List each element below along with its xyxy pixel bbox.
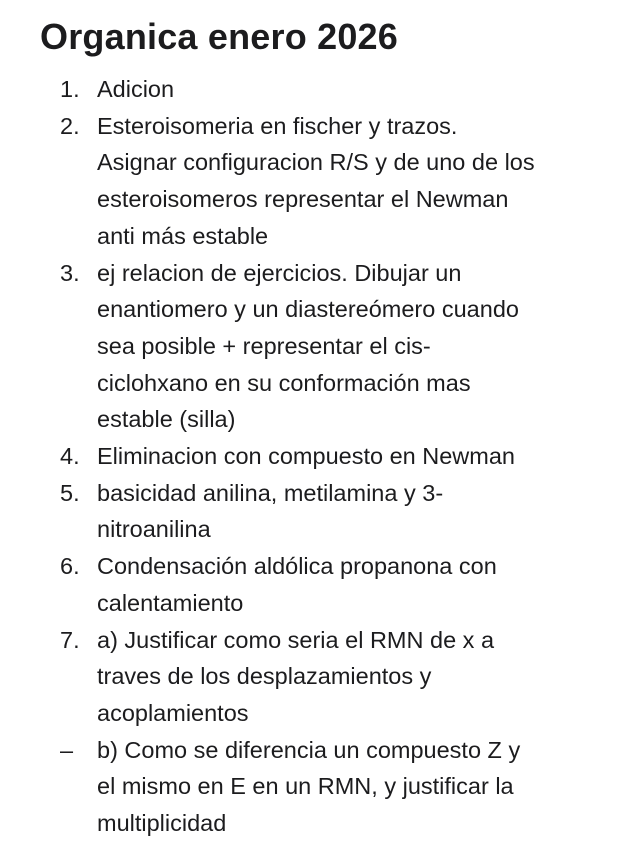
list-item-text: anti más estable xyxy=(97,222,269,249)
list-item-text: traves de los desplazamientos y xyxy=(97,663,432,690)
list-item-text: calentamiento xyxy=(97,589,244,616)
list-item-7[interactable] xyxy=(0,622,627,732)
list-item-text: enantiomero y un diastereómero cuando xyxy=(97,296,519,323)
list-item-text: Condensación aldólica propanona con xyxy=(97,553,497,580)
note-title[interactable]: Organica enero 2026 xyxy=(40,16,398,57)
list-item-text: nitroanilina xyxy=(97,516,211,543)
list-item-text: Adicion xyxy=(97,76,175,102)
list-item-text: esteroisomeros representar el Newman xyxy=(97,186,509,213)
list-item-text: acoplamientos xyxy=(97,699,249,726)
numbered-list xyxy=(0,71,627,842)
list-item-text: a) Justificar como seria el RMN de x a xyxy=(97,626,495,653)
list-item-text: Esteroisomeria en fischer y trazos. xyxy=(97,112,458,139)
list-item-text: el mismo en E en un RMN, y justificar la xyxy=(97,773,514,800)
list-item-text: basicidad anilina, metilamina y 3- xyxy=(97,479,444,506)
list-item-text: Asignar configuracion R/S y de uno de los xyxy=(97,149,535,176)
list-number: 4. xyxy=(60,443,80,470)
list-item-text: b) Como se diferencia un compuesto Z y xyxy=(97,736,521,763)
list-item-text: multiplicidad xyxy=(97,810,227,837)
list-item-text: sea posible + representar el cis- xyxy=(97,332,431,359)
list-item-6[interactable] xyxy=(0,548,627,621)
list-number: 3. xyxy=(60,259,80,286)
list-item-4[interactable] xyxy=(0,438,627,475)
list-item-5[interactable] xyxy=(0,475,627,548)
list-dash: – xyxy=(60,736,74,763)
list-item-text: Eliminacion con compuesto en Newman xyxy=(97,443,515,470)
list-item-3[interactable] xyxy=(0,255,627,439)
list-item-1[interactable] xyxy=(0,71,627,108)
list-number: 6. xyxy=(60,553,80,580)
list-number: 1. xyxy=(60,76,80,102)
list-item-dash[interactable] xyxy=(0,732,627,842)
list-number: 2. xyxy=(60,112,80,139)
list-item-2[interactable] xyxy=(0,108,627,255)
list-item-text: ciclohxano en su conformación mas xyxy=(97,369,471,396)
list-number: 5. xyxy=(60,479,80,506)
list-item-text: estable (silla) xyxy=(97,406,236,433)
list-item-text: ej relacion de ejercicios. Dibujar un xyxy=(97,259,462,286)
list-number: 7. xyxy=(60,626,80,653)
